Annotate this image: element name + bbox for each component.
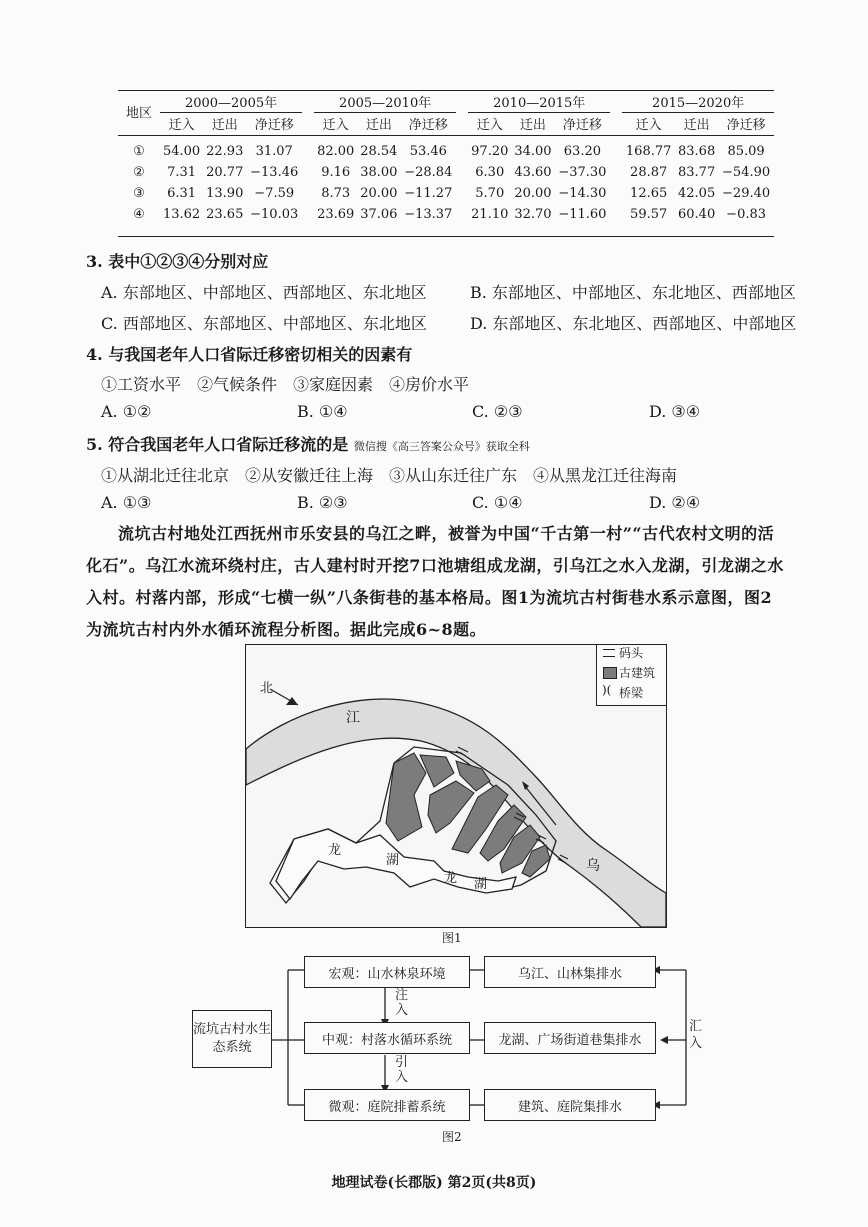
q5-items: ①从湖北迁往北京 ②从安徽迁往上海 ③从山东迁往广东 ④从黑龙江迁往海南 xyxy=(101,466,678,485)
lake-label: 湖 xyxy=(474,877,488,892)
legend-label: 桥梁 xyxy=(619,686,644,700)
table-cell: 83.77 xyxy=(678,165,716,180)
table-cell: 42.05 xyxy=(678,186,716,201)
region-label: ② xyxy=(133,165,145,180)
column-header: 净迁移 xyxy=(408,117,448,133)
table-cell: 28.87 xyxy=(630,165,668,180)
table-cell: 21.10 xyxy=(471,207,509,222)
figure1-caption: 图1 xyxy=(442,931,462,945)
table-cell: 43.60 xyxy=(514,165,552,180)
table-cell: 34.00 xyxy=(514,144,552,159)
lake-label: 龙 xyxy=(444,871,458,886)
column-header: 迁入 xyxy=(168,117,195,133)
table-cell: −14.30 xyxy=(558,186,607,201)
q4-stem: 4. 与我国老年人口省际迁移密切相关的因素有 xyxy=(86,345,413,364)
north-label: 北 xyxy=(260,681,274,696)
column-header: 迁出 xyxy=(365,117,392,133)
column-header: 迁出 xyxy=(211,117,238,133)
column-header: 迁入 xyxy=(322,117,349,133)
wujiang-box: 乌江、山林集排水 xyxy=(484,956,656,988)
figure1-legend xyxy=(596,645,667,706)
macro-box: 宏观：山水林泉环境 xyxy=(304,956,470,988)
column-header: 迁出 xyxy=(683,117,710,133)
page-footer: 地理试卷(长郡版) 第2页(共8页) xyxy=(331,1175,537,1191)
table-cell: 6.30 xyxy=(475,165,505,180)
region-header: 地区 xyxy=(125,106,152,121)
q3-option-a[interactable]: A. 东部地区、中部地区、西部地区、东北地区 xyxy=(101,283,427,302)
column-header: 迁出 xyxy=(519,117,546,133)
meso-box: 中观：村落水循环系统 xyxy=(304,1022,470,1054)
q5-note: 微信搜《高三答案公众号》获取全科 xyxy=(353,440,530,453)
table-cell: 63.20 xyxy=(563,144,601,159)
table-cell: 7.31 xyxy=(167,165,197,180)
north-arrow-head xyxy=(286,697,298,705)
table-cell: −7.59 xyxy=(254,186,295,201)
column-header: 净迁移 xyxy=(726,117,766,133)
legend-label: 古建筑 xyxy=(619,666,656,680)
table-cell: 82.00 xyxy=(317,144,355,159)
table-cell: −54.90 xyxy=(722,165,771,180)
passage: 流坑古村地处江西抚州市乐安县的乌江之畔，被誉为中国“千古第一村”“古代农村文明的活 化石”。乌江水流环绕村庄，古人建村时开挖7口池塘组成龙湖，引乌江之水入龙湖，引龙湖之水 入村。村落内部，形成“七横一纵”八条街巷的基本格局。图1为流坑古村街巷水系示意图，图2 为流坑古村内外水循环流程分析图。据此完成6~8题。 xyxy=(86,524,784,639)
ancient-building xyxy=(386,753,426,841)
table-cell: −0.83 xyxy=(726,207,767,222)
table-cell: 20.00 xyxy=(360,186,398,201)
table-cell: 23.65 xyxy=(206,207,244,222)
building-icon xyxy=(603,667,617,679)
table-cell: 5.70 xyxy=(475,186,505,201)
table-cell: 9.16 xyxy=(321,165,351,180)
q3-option-d[interactable]: D. 东部地区、东北地区、西部地区、中部地区 xyxy=(470,314,797,333)
table-cell: 38.00 xyxy=(360,165,398,180)
q3-option-c[interactable]: C. 西部地区、东部地区、中部地区、东北地区 xyxy=(101,314,427,333)
region-label: ④ xyxy=(133,207,145,222)
period-header: 2015—2020年 xyxy=(622,90,774,113)
longhu-box: 龙湖、广场街道巷集排水 xyxy=(484,1022,656,1054)
lake-label: 湖 xyxy=(386,853,400,868)
table-cell: 13.90 xyxy=(206,186,244,201)
dock-icon xyxy=(603,649,615,657)
bridge-icon: )( xyxy=(602,683,612,697)
q5-option-a[interactable]: A. ①③ xyxy=(101,493,152,512)
lead-in-label: 引入 xyxy=(395,1055,409,1085)
region-label: ③ xyxy=(133,186,145,201)
table-cell: −11.27 xyxy=(404,186,453,201)
q4-items: ①工资水平 ②气候条件 ③家庭因素 ④房价水平 xyxy=(101,375,470,394)
table-cell: 85.09 xyxy=(727,144,765,159)
river-label: 乌 xyxy=(586,858,600,874)
q3-stem: 3. 表中①②③④分别对应 xyxy=(86,252,269,271)
table-cell: 23.69 xyxy=(317,207,355,222)
q4-option-b[interactable]: B. ①④ xyxy=(297,402,348,421)
q5-option-c[interactable]: C. ①④ xyxy=(472,493,523,512)
q3-option-b[interactable]: B. 东部地区、中部地区、东北地区、西部地区 xyxy=(470,283,796,302)
table-cell: −13.46 xyxy=(250,165,299,180)
table-cell: 54.00 xyxy=(162,144,201,159)
table-cell: 60.40 xyxy=(678,207,716,222)
table-cell: 20.00 xyxy=(514,186,552,201)
table-cell: 53.46 xyxy=(409,144,447,159)
table-row xyxy=(118,162,774,183)
q4-option-d[interactable]: D. ③④ xyxy=(649,402,701,421)
table-cell: −10.03 xyxy=(250,207,299,222)
table-cell: 6.31 xyxy=(167,186,197,201)
legend-label: 码头 xyxy=(619,646,644,660)
table-cell: 20.77 xyxy=(206,165,244,180)
q5-option-b[interactable]: B. ②③ xyxy=(297,493,348,512)
figure1-map xyxy=(245,644,667,928)
table-cell: −37.30 xyxy=(558,165,607,180)
migration-table xyxy=(118,90,774,225)
table-cell: 168.77 xyxy=(625,144,672,159)
period-header: 2005—2010年 xyxy=(314,90,456,113)
table-cell: 83.68 xyxy=(678,144,716,159)
converge-label: 汇入 xyxy=(689,1019,703,1051)
table-cell: 12.65 xyxy=(630,186,668,201)
q4-option-c[interactable]: C. ②③ xyxy=(472,402,523,421)
q4-option-a[interactable]: A. ①② xyxy=(101,402,152,421)
village-water-system-box: 流坑古村水生态系统 xyxy=(192,1010,272,1068)
figure2-caption: 图2 xyxy=(442,1130,462,1144)
table-cell: 28.54 xyxy=(360,144,398,159)
column-header: 净迁移 xyxy=(562,117,602,133)
table-cell: 32.70 xyxy=(514,207,552,222)
table-cell: −13.37 xyxy=(404,207,453,222)
micro-box: 微观：庭院排蓄系统 xyxy=(304,1089,470,1121)
table-cell: 22.93 xyxy=(206,144,244,159)
table-cell: 8.73 xyxy=(321,186,351,201)
period-header: 2000—2005年 xyxy=(160,90,302,113)
table-row xyxy=(118,183,774,204)
column-header: 迁入 xyxy=(635,117,662,133)
table-cell: 97.20 xyxy=(471,144,509,159)
table-row xyxy=(118,204,774,225)
table-cell: 13.62 xyxy=(162,207,201,222)
table-cell: 59.57 xyxy=(630,207,668,222)
river-label: 江 xyxy=(346,710,360,726)
region-label: ① xyxy=(133,144,145,159)
q5-option-d[interactable]: D. ②④ xyxy=(649,493,701,512)
table-cell: −11.60 xyxy=(558,207,607,222)
lake-label: 龙 xyxy=(328,843,342,858)
column-header: 净迁移 xyxy=(254,117,294,133)
building-box: 建筑、庭院集排水 xyxy=(484,1089,656,1121)
table-cell: −29.40 xyxy=(722,186,771,201)
table-cell: 31.07 xyxy=(255,144,293,159)
q5-stem: 5. 符合我国老年人口省际迁移流的是 微信搜《高三答案公众号》获取全科 xyxy=(86,435,530,454)
period-header: 2010—2015年 xyxy=(468,90,610,113)
table-cell: −28.84 xyxy=(404,165,453,180)
inflow-label: 注入 xyxy=(395,988,409,1018)
table-cell: 37.06 xyxy=(360,207,398,222)
column-header: 迁入 xyxy=(476,117,503,133)
table-row xyxy=(118,133,774,162)
table-bottom-rule xyxy=(118,236,774,237)
